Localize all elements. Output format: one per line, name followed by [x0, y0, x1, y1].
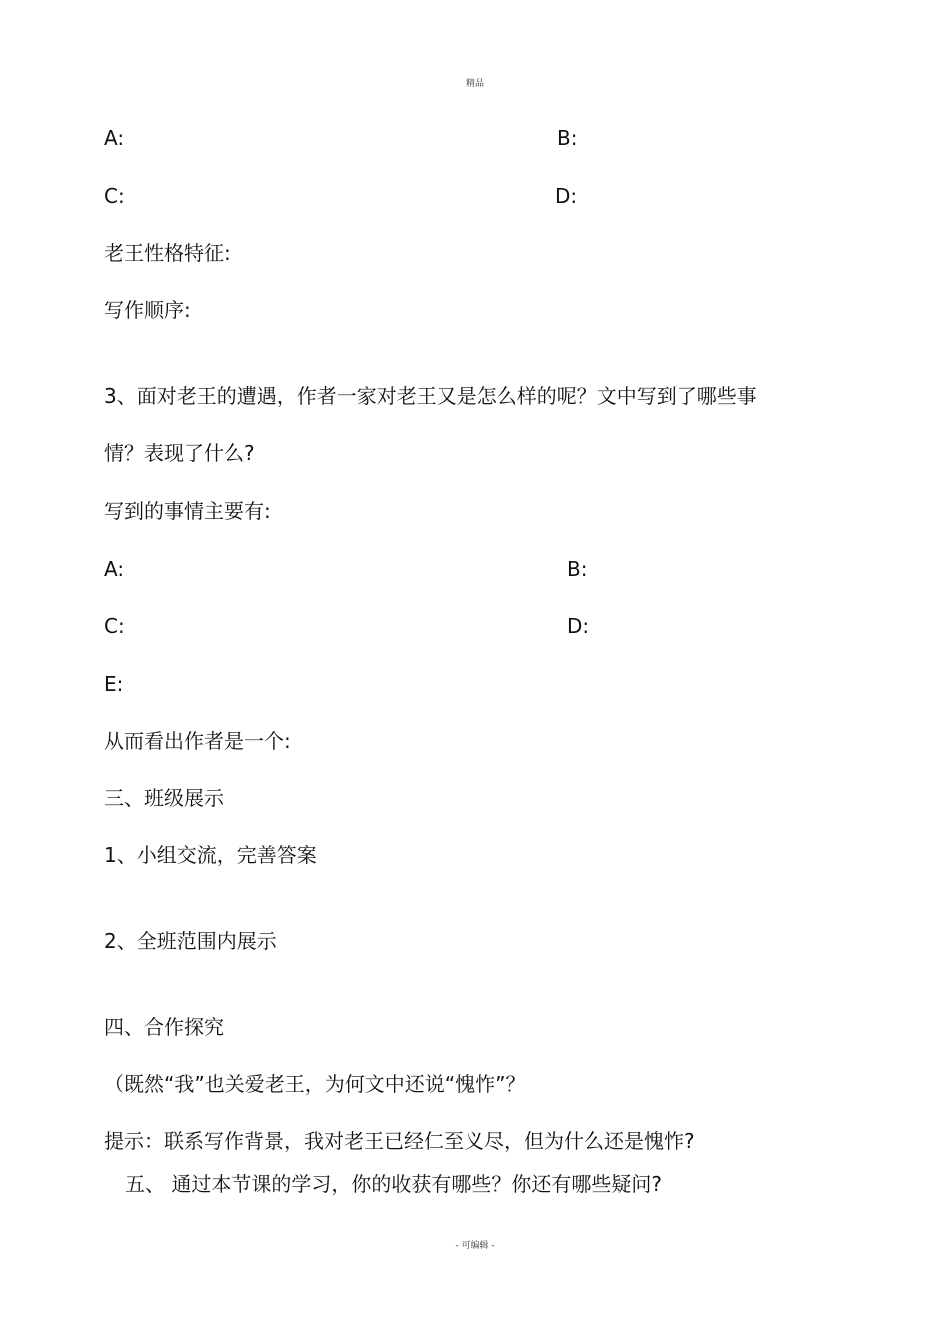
- answer-c-label: C:: [104, 184, 125, 208]
- character-traits-prompt: 老王性格特征:: [104, 241, 231, 265]
- event-e-label: E:: [104, 672, 124, 696]
- event-c-label: C:: [104, 614, 125, 638]
- explore-question: （既然“我”也关爱老王，为何文中还说“愧怍”？: [104, 1072, 526, 1096]
- event-b-label: B:: [567, 557, 588, 581]
- events-prompt: 写到的事情主要有:: [104, 499, 271, 523]
- page-footer: - 可编辑 -: [455, 1241, 495, 1251]
- section-4-heading: 四、合作探究: [104, 1015, 224, 1039]
- event-a-label: A:: [104, 557, 125, 581]
- section-3-item-1: 1、小组交流，完善答案: [104, 843, 317, 867]
- event-d-label: D:: [567, 614, 590, 638]
- question-3-line-2: 情？表现了什么?: [104, 441, 255, 465]
- author-character-prompt: 从而看出作者是一个:: [104, 729, 291, 753]
- writing-order-prompt: 写作顺序:: [104, 298, 191, 322]
- page-header: 精品: [465, 79, 484, 89]
- question-3-line-1: 3、面对老王的遭遇，作者一家对老王又是怎么样的呢？文中写到了哪些事: [104, 384, 757, 408]
- hint-text: 提示：联系写作背景，我对老王已经仁至义尽，但为什么还是愧怍?: [104, 1129, 695, 1153]
- section-3-heading: 三、班级展示: [104, 786, 224, 810]
- section-3-item-2: 2、全班范围内展示: [104, 929, 277, 953]
- answer-b-label: B:: [557, 126, 578, 150]
- section-5-heading: 五、 通过本节课的学习，你的收获有哪些？你还有哪些疑问?: [125, 1172, 662, 1196]
- answer-d-label: D:: [555, 184, 578, 208]
- answer-a-label: A:: [104, 126, 125, 150]
